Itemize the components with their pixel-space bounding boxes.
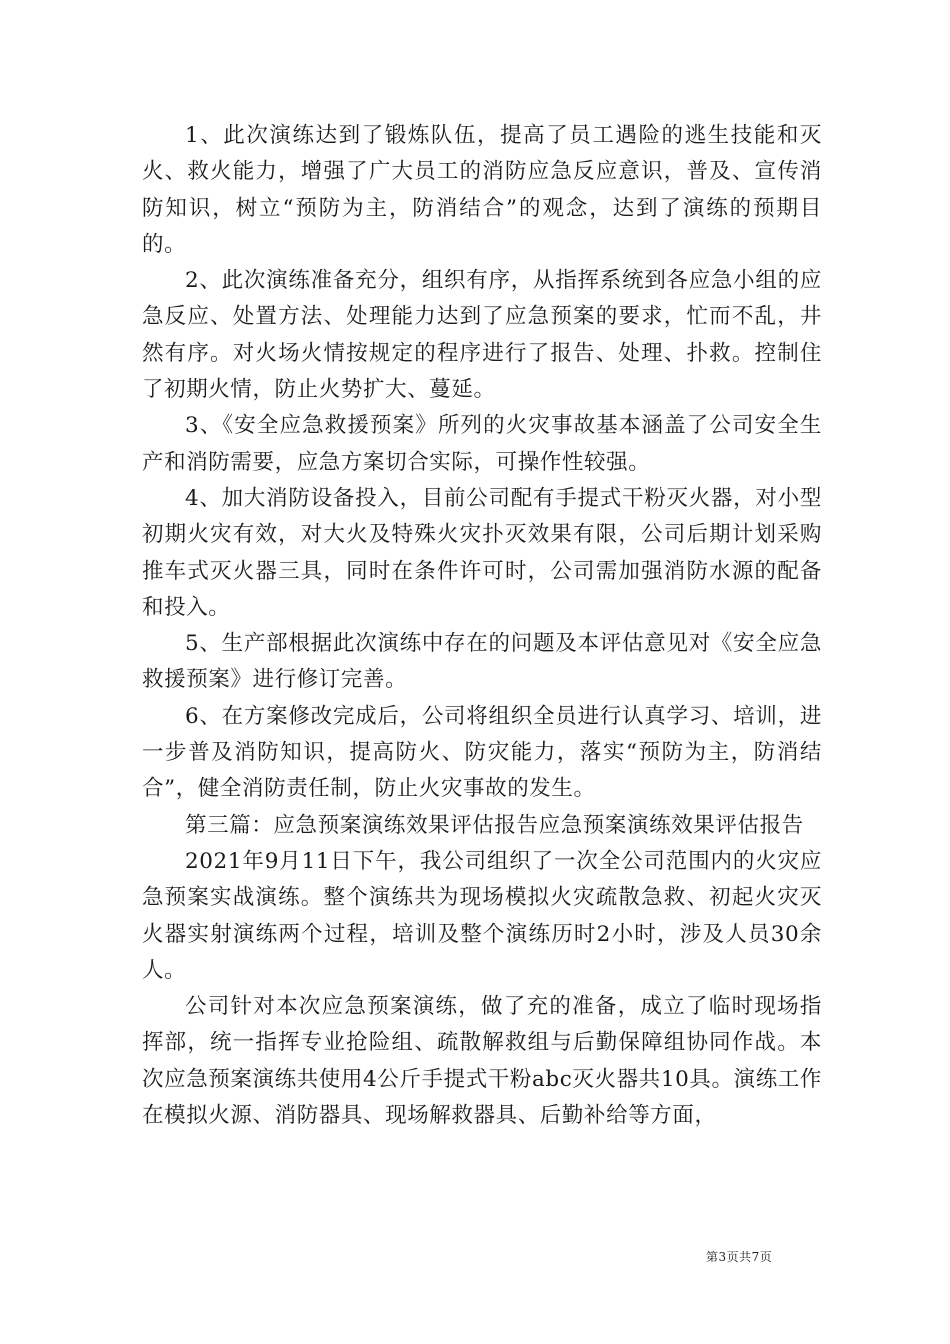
paragraph-1: 1、此次演练达到了锻炼队伍，提高了员工遇险的逃生技能和灭火、救火能力，增强了广大员工的消防应急反应意识，普及、宣传消防知识，树立“预防为主，防消结合”的观念，达到了演练的预期目的。 [142,123,822,257]
paragraph-6: 6、在方案修改完成后，公司将组织全员进行认真学习、培训，进一步普及消防知识，提高防火、防灾能力，落实“预防为主，防消结合”，健全消防责任制，防止火灾事故的发生。 [142,703,822,802]
paragraph-8: 公司针对本次应急预案演练，做了充的准备，成立了临时现场指挥部，统一指挥专业抢险组、疏散解救组与后勤保障组协同作战。本次应急预案演练共使用4公斤手提式干粉abc灭火器共10具。演练工作在模拟火源、消防器具、现场解救器具、后勤补给等方面， [142,994,822,1129]
section-heading: 第三篇：应急预案演练效果评估报告应急预案演练效果评估报告 [185,812,804,838]
paragraph-5: 5、生产部根据此次演练中存在的问题及本评估意见对《安全应急救援预案》进行修订完善。 [142,631,822,693]
document-body [142,118,822,1134]
paragraph-2: 2、此次演练准备充分，组织有序，从指挥系统到各应急小组的应急反应、处置方法、处理能力达到了应急预案的要求，忙而不乱，井然有序。对火场火情按规定的程序进行了报告、处理、扑救。控制住了初期火情，防止火势扩大、蔓延。 [142,268,822,403]
paragraph-3: 3、《安全应急救援预案》所列的火灾事故基本涵盖了公司安全生产和消防需要，应急方案切合实际，可操作性较强。 [142,413,822,475]
page-number: 第3页共7页 [706,1250,773,1264]
paragraph-7: 2021年9月11日下午，我公司组织了一次全公司范围内的火灾应急预案实战演练。整个演练共为现场模拟火灾疏散急救、初起火灾灭火器实射演练两个过程，培训及整个演练历时2小时，涉及人员30余人。 [142,848,822,983]
paragraph-4: 4、加大消防设备投入，目前公司配有手提式干粉灭火器，对小型初期火灾有效，对大火及特殊火灾扑灭效果有限，公司后期计划采购推车式灭火器三具，同时在条件许可时，公司需加强消防水源的配备和投入。 [142,485,822,620]
